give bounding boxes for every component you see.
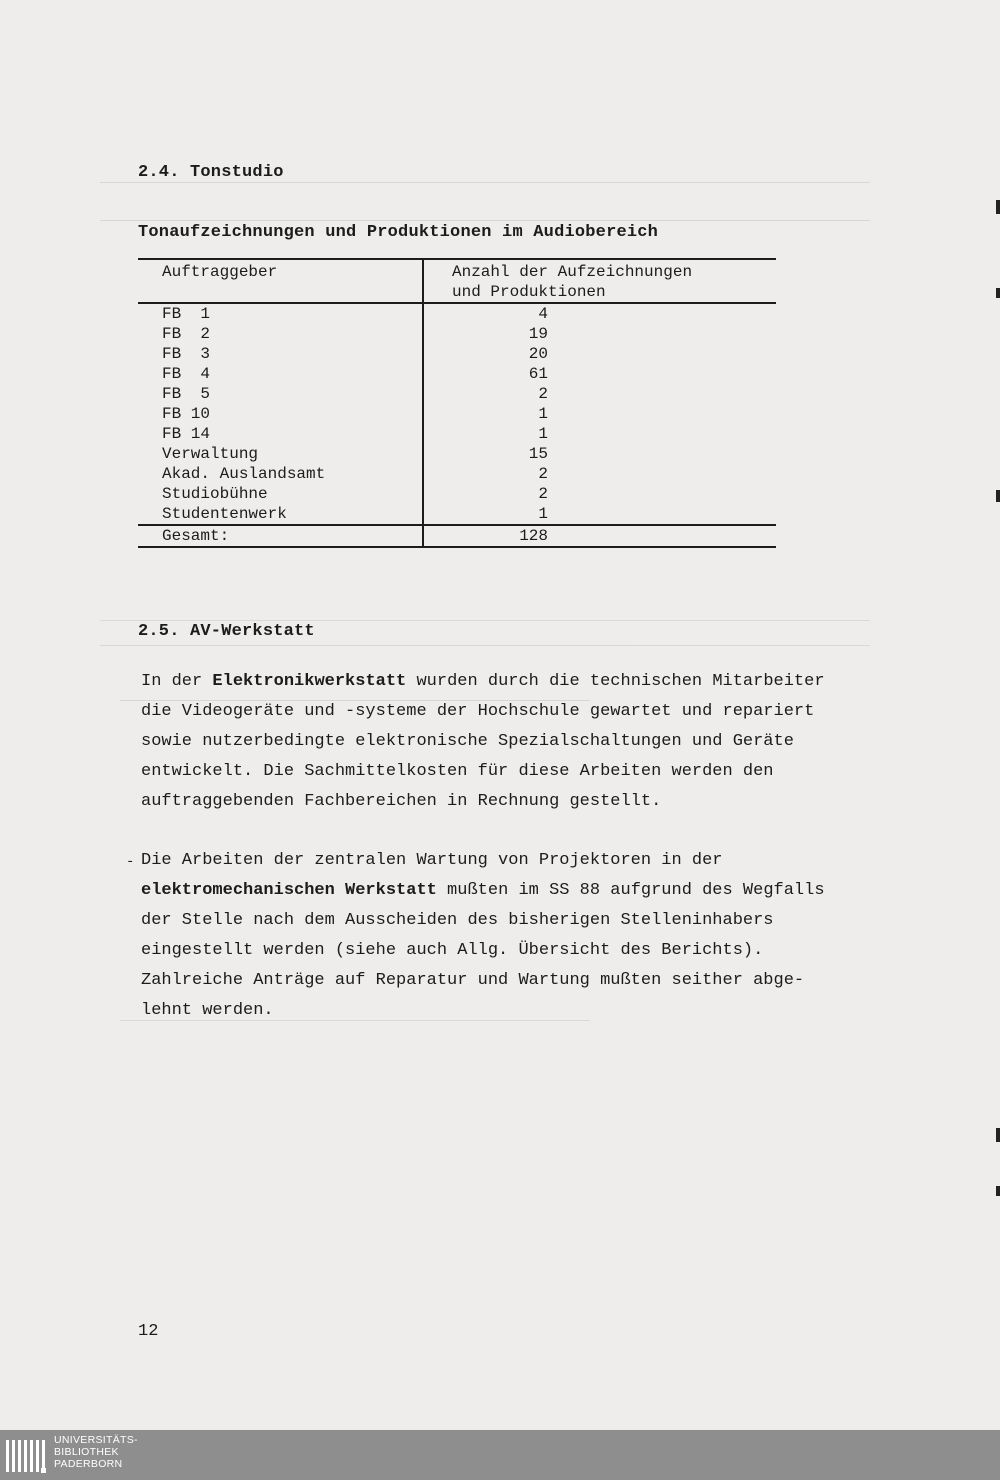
- table-row: [138, 464, 776, 484]
- paragraph-elektronikwerkstatt: [141, 667, 961, 817]
- scan-edge-mark: [996, 200, 1000, 214]
- scan-edge-mark: [996, 288, 1000, 298]
- row-label: FB 1: [138, 303, 423, 324]
- row-value: 15: [528, 445, 548, 463]
- para1-text-start: In der: [141, 672, 213, 691]
- scan-edge-mark: [996, 1186, 1000, 1196]
- row-label: Verwaltung: [138, 444, 423, 464]
- table-row: [138, 344, 776, 364]
- library-logo-icon: [4, 1436, 50, 1476]
- table-body: [138, 303, 776, 525]
- row-value: 20: [528, 345, 548, 363]
- table-row: [138, 324, 776, 344]
- row-value: 19: [528, 325, 548, 343]
- table-row: [138, 364, 776, 384]
- table-row: [138, 484, 776, 504]
- row-value: 2: [538, 465, 548, 483]
- table-caption: Tonaufzeichnungen und Produktionen im Audiobereich: [138, 223, 659, 242]
- margin-mark: -: [126, 854, 135, 870]
- tonstudio-table: [138, 258, 776, 548]
- table-row: [138, 444, 776, 464]
- total-value: 128: [423, 525, 548, 547]
- table-row: [138, 504, 776, 525]
- para2-text-rest: mußten im SS 88 aufgrund des Wegfalls der Stelle nach dem Ausscheiden des bisherigen Stelleninhabers eingestellt werden (siehe auch Allg. Übersicht des Berichts). Zahlreiche Anträge auf Reparatur und Wartung mußten seither abge- lehnt werden.: [141, 881, 825, 1020]
- table-header-row: [138, 259, 776, 303]
- library-name-line1: UNIVERSITÄTS-: [54, 1434, 138, 1446]
- para1-bold-term: Elektronikwerkstatt: [212, 672, 407, 691]
- row-label: FB 4: [138, 364, 423, 384]
- scan-edge-mark: [996, 490, 1000, 502]
- section-25-heading: 2.5. AV-Werkstatt: [138, 622, 315, 641]
- row-value: 1: [538, 425, 548, 443]
- paragraph-elektromechanik: [141, 846, 961, 1026]
- para1-text-rest: wurden durch die technischen Mitarbeiter die Videogeräte und -systeme der Hochschule gewartet und repariert sowie nutzerbedingte elektronische Spezialschaltungen und Geräte entwickelt. Die Sachmittelkosten für diese Arbeiten werden den auftraggebenden Fachbereichen in Rechnung gestellt.: [141, 672, 825, 811]
- para2-bold-term: elektromechanischen Werkstatt: [141, 881, 437, 900]
- total-label: Gesamt:: [138, 525, 423, 547]
- table-row: [138, 404, 776, 424]
- table-total-row: [138, 525, 776, 547]
- col-header-auftraggeber: Auftraggeber: [138, 259, 423, 303]
- col-header-anzahl-line1: Anzahl der Aufzeichnungen: [452, 263, 693, 281]
- library-name: [54, 1434, 138, 1470]
- library-name-line3: PADERBORN: [54, 1458, 123, 1470]
- library-footer-bar: [0, 1430, 1000, 1480]
- table-row: [138, 384, 776, 404]
- row-value: 2: [538, 485, 548, 503]
- row-value: 2: [538, 385, 548, 403]
- row-label: FB 10: [138, 404, 423, 424]
- row-label: FB 5: [138, 384, 423, 404]
- col-header-anzahl-line2: und Produktionen: [452, 283, 606, 301]
- row-label: Studentenwerk: [138, 504, 423, 525]
- row-value: 1: [538, 405, 548, 423]
- col-header-anzahl: [423, 259, 776, 303]
- scan-edge-mark: [996, 1128, 1000, 1142]
- section-24-heading: 2.4. Tonstudio: [138, 163, 284, 182]
- table-row: [138, 424, 776, 444]
- library-name-line2: BIBLIOTHEK: [54, 1446, 119, 1458]
- row-value: 61: [528, 365, 548, 383]
- row-value: 4: [538, 305, 548, 323]
- row-label: FB 3: [138, 344, 423, 364]
- page-number: 12: [138, 1322, 159, 1341]
- row-label: FB 14: [138, 424, 423, 444]
- row-label: Akad. Auslandsamt: [138, 464, 423, 484]
- para2-text-start: Die Arbeiten der zentralen Wartung von Projektoren in der: [141, 851, 723, 870]
- row-value: 1: [538, 505, 548, 523]
- row-label: Studiobühne: [138, 484, 423, 504]
- row-label: FB 2: [138, 324, 423, 344]
- table-row: [138, 303, 776, 324]
